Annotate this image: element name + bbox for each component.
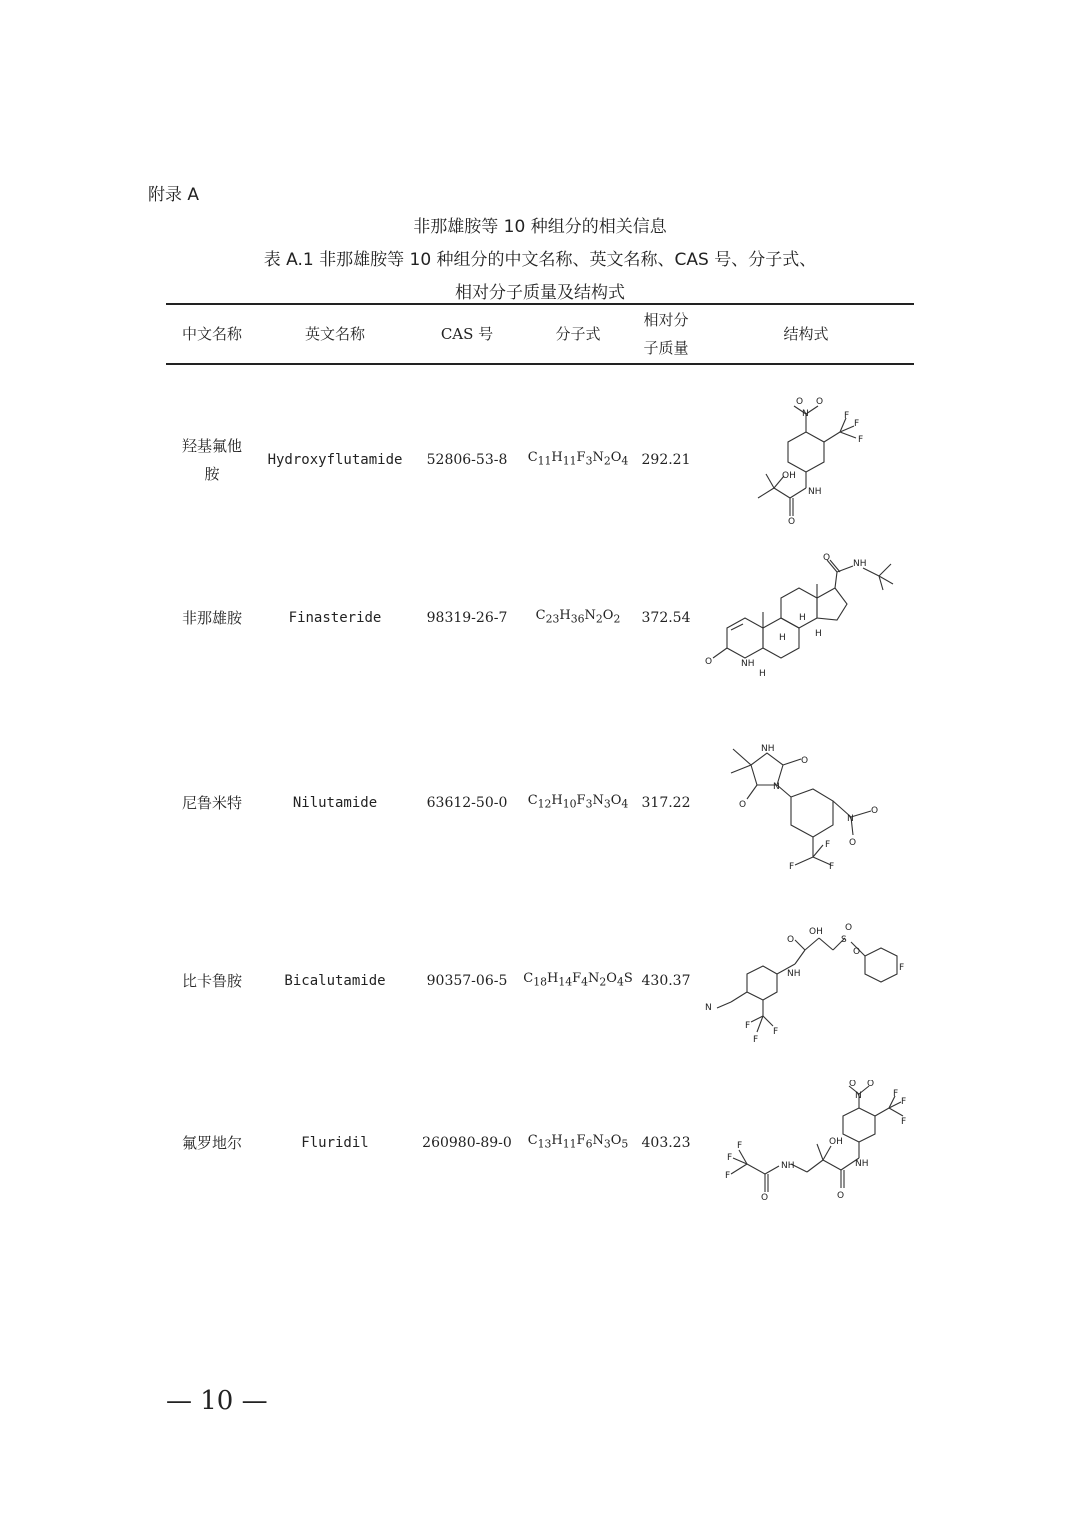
- svg-text:F: F: [737, 1141, 743, 1151]
- svg-text:H: H: [759, 668, 766, 679]
- cell-en-name: Fluridil: [301, 1135, 369, 1151]
- svg-text:O: O: [849, 1080, 857, 1089]
- appendix-label: 附录 A: [148, 185, 200, 205]
- cell-formula: $C_{23}H_{36}N_2O_2$: [535, 607, 621, 626]
- svg-text:OH: OH: [809, 927, 823, 937]
- svg-text:F: F: [825, 840, 831, 850]
- svg-text:O: O: [761, 1193, 769, 1203]
- section-title: 非那雄胺等 10 种组分的相关信息: [413, 217, 667, 237]
- svg-text:O: O: [871, 806, 879, 816]
- page-number: — 10 —: [166, 1386, 268, 1416]
- header-cas: CAS 号: [440, 325, 494, 343]
- svg-text:O: O: [739, 800, 747, 810]
- svg-text:F: F: [844, 411, 850, 421]
- cell-mw: 430.37: [641, 973, 691, 989]
- svg-text:N: N: [773, 782, 780, 792]
- svg-text:O: O: [705, 656, 713, 667]
- hydroxyflutamide-structure-icon: [736, 392, 876, 528]
- svg-text:F: F: [899, 963, 905, 973]
- svg-text:F: F: [901, 1117, 907, 1127]
- svg-text:F: F: [854, 419, 860, 429]
- svg-text:OH: OH: [782, 471, 796, 481]
- header-mw: [634, 305, 698, 363]
- svg-text:O: O: [787, 935, 795, 945]
- cell-cas: 260980-89-0: [422, 1135, 512, 1151]
- svg-text:OH: OH: [829, 1137, 843, 1147]
- cell-cn-name: 尼鲁米特: [181, 794, 242, 812]
- svg-text:F: F: [725, 1171, 731, 1181]
- finasteride-structure-icon: [703, 548, 909, 688]
- svg-text:F: F: [789, 862, 795, 871]
- svg-text:NH: NH: [781, 1161, 795, 1171]
- svg-text:NH: NH: [808, 487, 822, 497]
- cell-mw: 403.23: [641, 1135, 691, 1151]
- cell-cas: 63612-50-0: [426, 795, 508, 811]
- cell-structure: [698, 545, 914, 690]
- svg-text:O: O: [867, 1080, 875, 1089]
- cell-cas: 98319-26-7: [426, 609, 508, 626]
- svg-text:O: O: [801, 756, 809, 766]
- svg-text:F: F: [858, 435, 864, 445]
- cell-structure: [698, 1078, 914, 1208]
- cell-en-name: Nilutamide: [292, 795, 378, 811]
- table-header-rule: [166, 363, 914, 365]
- cell-structure: [698, 735, 914, 871]
- svg-text:O: O: [837, 1191, 845, 1201]
- svg-text:NH: NH: [761, 744, 775, 754]
- svg-text:F: F: [893, 1089, 899, 1099]
- svg-text:O: O: [816, 397, 824, 407]
- cell-formula: $C_{12}H_{10}F_3N_3O_4$: [527, 793, 629, 811]
- table-row: [166, 912, 914, 1050]
- svg-text:N: N: [705, 1003, 712, 1013]
- bicalutamide-structure-icon: [701, 916, 911, 1046]
- table-row: [166, 1078, 914, 1208]
- svg-text:O: O: [853, 947, 861, 957]
- cell-structure: [698, 390, 914, 530]
- svg-text:N: N: [847, 814, 854, 824]
- header-cn-name: 中文名称: [181, 325, 242, 343]
- svg-text:F: F: [901, 1097, 907, 1107]
- cell-en-name: Hydroxyflutamide: [267, 452, 403, 468]
- table-row: [166, 390, 914, 530]
- svg-text:NH: NH: [787, 969, 801, 979]
- cell-mw: 372.54: [641, 609, 691, 626]
- table-caption-line2: 相对分子质量及结构式: [455, 283, 625, 303]
- table-row: [166, 735, 914, 871]
- cell-cn-name: 氟罗地尔: [181, 1134, 242, 1152]
- svg-text:H: H: [779, 632, 786, 643]
- svg-text:O: O: [845, 923, 853, 933]
- table-row: [166, 545, 914, 690]
- header-mw-line1: 相对分: [643, 311, 689, 329]
- svg-text:N: N: [802, 409, 809, 419]
- nilutamide-structure-icon: [711, 735, 901, 871]
- cell-formula: $C_{18}H_{14}F_4N_2O_4S$: [523, 971, 633, 989]
- fluridil-structure-icon: [703, 1080, 909, 1206]
- cell-mw: 292.21: [641, 452, 691, 468]
- svg-text:O: O: [823, 552, 831, 563]
- svg-text:H: H: [815, 628, 822, 639]
- header-structure: 结构式: [783, 325, 829, 343]
- svg-text:F: F: [745, 1021, 751, 1031]
- svg-text:F: F: [773, 1027, 779, 1037]
- svg-text:O: O: [796, 397, 804, 407]
- table-caption-line1: 表 A.1 非那雄胺等 10 种组分的中文名称、英文名称、CAS 号、分子式、: [263, 250, 817, 270]
- cell-en-name: Finasteride: [288, 609, 382, 626]
- svg-text:F: F: [727, 1153, 733, 1163]
- svg-text:S: S: [841, 935, 847, 945]
- cell-structure: [698, 912, 914, 1050]
- svg-text:H: H: [799, 612, 806, 623]
- svg-text:O: O: [788, 517, 796, 527]
- cell-cn-name: 羟基氟他胺: [181, 437, 242, 483]
- header-formula: 分子式: [555, 325, 601, 343]
- header-en-name: 英文名称: [304, 325, 365, 343]
- header-mw-line2: 子质量: [643, 339, 689, 357]
- svg-text:O: O: [849, 838, 857, 848]
- cell-cn-name: 比卡鲁胺: [181, 972, 242, 990]
- svg-text:NH: NH: [741, 658, 755, 669]
- cell-formula: $C_{11}H_{11}F_3N_2O_4$: [527, 450, 629, 468]
- svg-text:F: F: [829, 862, 835, 871]
- cell-cn-name: 非那雄胺: [181, 608, 242, 627]
- svg-text:F: F: [753, 1035, 759, 1045]
- svg-text:N: N: [855, 1091, 862, 1101]
- cell-mw: 317.22: [641, 795, 691, 811]
- svg-text:NH: NH: [853, 558, 867, 569]
- cell-cas: 90357-06-5: [426, 973, 508, 989]
- cell-formula: $C_{13}H_{11}F_6N_3O_5$: [527, 1133, 629, 1151]
- cell-en-name: Bicalutamide: [284, 973, 386, 989]
- cell-cas: 52806-53-8: [426, 452, 508, 468]
- svg-text:NH: NH: [855, 1159, 869, 1169]
